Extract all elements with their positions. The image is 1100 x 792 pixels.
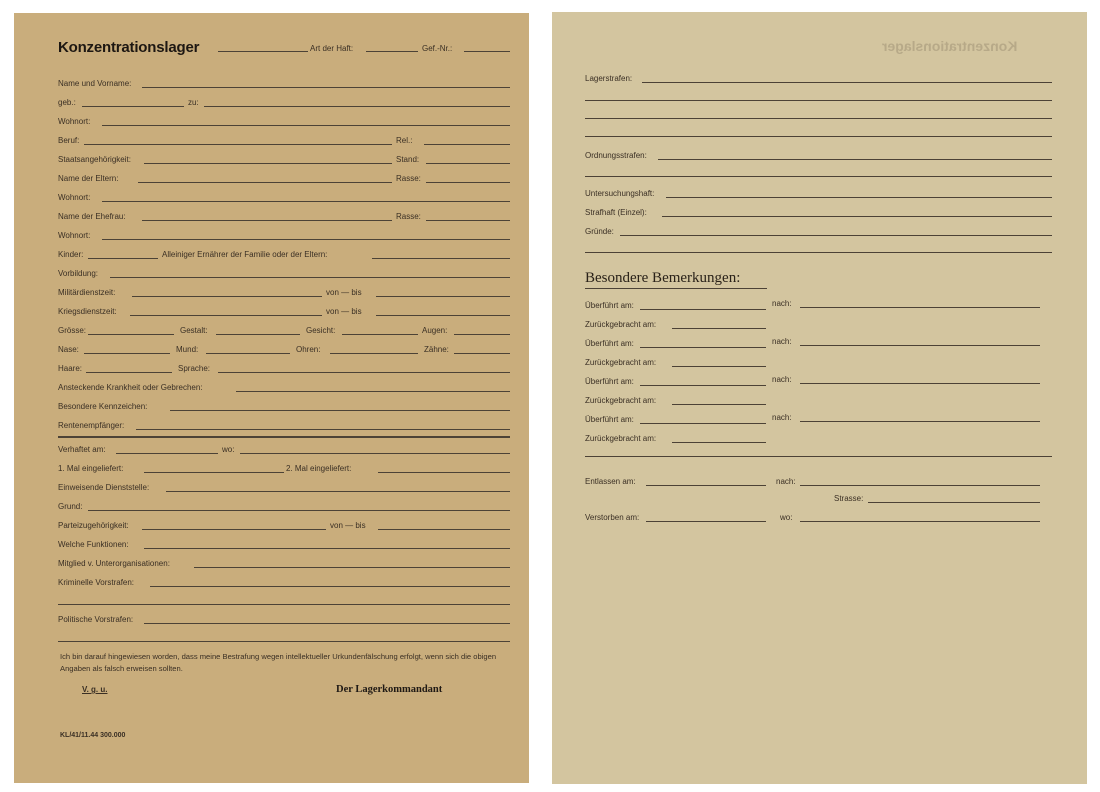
verhaftet-line[interactable]	[116, 453, 218, 454]
kriminelle-line-2[interactable]	[58, 604, 510, 605]
ordnungsstrafen-line-1[interactable]	[658, 159, 1052, 160]
label-name-ehefrau: Name der Ehefrau:	[58, 212, 126, 221]
label-verstorben: Verstorben am:	[585, 513, 640, 522]
label-partei: Parteizugehörigkeit:	[58, 521, 129, 530]
show-through-title: Konzentrationslager	[882, 38, 1018, 54]
label-politische: Politische Vorstrafen:	[58, 615, 134, 624]
label-sprache: Sprache:	[178, 364, 211, 373]
label-kinder: Kinder:	[58, 250, 84, 259]
renten-line[interactable]	[136, 429, 510, 430]
label-stand: Stand:	[396, 155, 420, 164]
mal-2-line[interactable]	[378, 472, 510, 473]
label-kriminelle: Kriminelle Vorstrafen:	[58, 578, 135, 587]
stand-line[interactable]	[426, 163, 510, 164]
label-ueberfuehrt-4: Überführt am:	[585, 415, 634, 424]
wohnort-3-line[interactable]	[102, 239, 510, 240]
nach-1-line[interactable]	[800, 307, 1040, 308]
nase-line[interactable]	[84, 353, 170, 354]
beruf-line[interactable]	[84, 144, 392, 145]
lagerstrafen-line-2[interactable]	[585, 100, 1052, 101]
besondere-bemerkungen-heading: Besondere Bemerkungen:	[585, 270, 741, 286]
ueberfuehrt-2-line[interactable]	[640, 347, 766, 348]
label-art-der-haft: Art der Haft:	[310, 44, 354, 53]
gruende-line-1[interactable]	[620, 235, 1052, 236]
wo-line[interactable]	[240, 453, 510, 454]
von-bis-1-line[interactable]	[376, 296, 510, 297]
kennzeichen-line[interactable]	[170, 410, 510, 411]
label-gesicht: Gesicht:	[306, 326, 336, 335]
label-von-bis-3: von — bis	[330, 521, 366, 530]
label-zurueck-2: Zurückgebracht am:	[585, 358, 657, 367]
label-nach-4: nach:	[772, 413, 792, 422]
strasse-line[interactable]	[868, 502, 1040, 503]
label-mal-2: 2. Mal eingeliefert:	[286, 464, 352, 473]
label-rasse-2: Rasse:	[396, 212, 421, 221]
section-divider-left	[58, 436, 510, 438]
von-bis-2-line[interactable]	[376, 315, 510, 316]
label-lagerstrafen: Lagerstrafen:	[585, 74, 633, 83]
untersuchungshaft-line[interactable]	[666, 197, 1052, 198]
politische-line-2[interactable]	[58, 641, 510, 642]
label-rasse-1: Rasse:	[396, 174, 421, 183]
label-name: Name und Vorname:	[58, 79, 132, 88]
label-von-bis-1: von — bis	[326, 288, 362, 297]
heading-underline	[585, 288, 767, 289]
kriminelle-line[interactable]	[150, 586, 510, 587]
label-nach-1: nach:	[772, 299, 792, 308]
zurueck-3-line[interactable]	[672, 404, 766, 405]
strafhaft-line[interactable]	[662, 216, 1052, 217]
staatsangehoerigkeit-line[interactable]	[144, 163, 392, 164]
name-ehefrau-line[interactable]	[142, 220, 392, 221]
label-zurueck-1: Zurückgebracht am:	[585, 320, 657, 329]
form-back-sheet	[552, 12, 1087, 784]
label-ernaehrer: Alleiniger Ernährer der Familie oder der Eltern:	[162, 250, 328, 259]
title-line	[218, 51, 308, 52]
wo-verstorben-line[interactable]	[800, 521, 1040, 522]
label-wohnort-2: Wohnort:	[58, 193, 91, 202]
partei-line[interactable]	[142, 529, 326, 530]
label-rel: Rel.:	[396, 136, 413, 145]
label-nach-3: nach:	[772, 375, 792, 384]
sprache-line[interactable]	[218, 372, 510, 373]
mitglied-line[interactable]	[194, 567, 510, 568]
label-ueberfuehrt-3: Überführt am:	[585, 377, 634, 386]
label-strafhaft: Strafhaft (Einzel):	[585, 208, 647, 217]
section-divider-right	[585, 456, 1052, 457]
label-vorbildung: Vorbildung:	[58, 269, 99, 278]
geb-line[interactable]	[82, 106, 184, 107]
declaration-text: Ich bin darauf hingewiesen worden, dass meine Bestrafung wegen intellektueller Urkundenfälschung erfolgt, wenn sich die obigen Angaben als falsch erweisen sollten.	[60, 652, 497, 673]
politische-line[interactable]	[144, 623, 510, 624]
ordnungsstrafen-line-2[interactable]	[585, 176, 1052, 177]
zurueck-1-line[interactable]	[672, 328, 766, 329]
lagerstrafen-line-3[interactable]	[585, 118, 1052, 119]
einweisende-line[interactable]	[166, 491, 510, 492]
label-nase: Nase:	[58, 345, 79, 354]
label-zurueck-3: Zurückgebracht am:	[585, 396, 657, 405]
gesicht-line[interactable]	[342, 334, 418, 335]
label-kennzeichen: Besondere Kennzeichen:	[58, 402, 148, 411]
wohnort-2-line[interactable]	[102, 201, 510, 202]
mund-line[interactable]	[206, 353, 290, 354]
label-wohnort-1: Wohnort:	[58, 117, 91, 126]
label-mitglied: Mitglied v. Unterorganisationen:	[58, 559, 170, 568]
lagerkommandant-label: Der Lagerkommandant	[336, 684, 443, 695]
label-einweisende: Einweisende Dienststelle:	[58, 483, 150, 492]
name-line[interactable]	[142, 87, 510, 88]
wohnort-1-line[interactable]	[102, 125, 510, 126]
label-ordnungsstrafen: Ordnungsstrafen:	[585, 151, 647, 160]
label-wohnort-3: Wohnort:	[58, 231, 91, 240]
label-ohren: Ohren:	[296, 345, 321, 354]
funktionen-line[interactable]	[144, 548, 510, 549]
gef-nr-line[interactable]	[464, 51, 510, 52]
label-nach-entlassen: nach:	[776, 477, 796, 486]
label-nach-2: nach:	[772, 337, 792, 346]
zurueck-4-line[interactable]	[672, 442, 766, 443]
groesse-line[interactable]	[88, 334, 174, 335]
ueberfuehrt-1-line[interactable]	[640, 309, 766, 310]
ueberfuehrt-3-line[interactable]	[640, 385, 766, 386]
label-wo: wo:	[222, 445, 235, 454]
lagerstrafen-line-4[interactable]	[585, 136, 1052, 137]
name-eltern-line[interactable]	[138, 182, 392, 183]
entlassen-line[interactable]	[646, 485, 766, 486]
zurueck-2-line[interactable]	[672, 366, 766, 367]
label-augen: Augen:	[422, 326, 448, 335]
art-der-haft-line[interactable]	[366, 51, 418, 52]
gruende-line-2[interactable]	[585, 252, 1052, 253]
label-zurueck-4: Zurückgebracht am:	[585, 434, 657, 443]
grund-line[interactable]	[88, 510, 510, 511]
label-verhaftet: Verhaftet am:	[58, 445, 106, 454]
nach-2-line[interactable]	[800, 345, 1040, 346]
nach-entlassen-line[interactable]	[800, 485, 1040, 486]
ansteckende-line[interactable]	[236, 391, 510, 392]
gestalt-line[interactable]	[216, 334, 300, 335]
vorbildung-line[interactable]	[110, 277, 510, 278]
label-groesse: Grösse:	[58, 326, 87, 335]
ueberfuehrt-4-line[interactable]	[640, 423, 766, 424]
rasse-2-line[interactable]	[426, 220, 510, 221]
von-bis-3-line[interactable]	[378, 529, 510, 530]
label-gef-nr: Gef.-Nr.:	[422, 44, 453, 53]
krieg-line[interactable]	[130, 315, 322, 316]
haare-line[interactable]	[86, 372, 172, 373]
mal-1-line[interactable]	[144, 472, 284, 473]
lagerstrafen-line-1[interactable]	[642, 82, 1052, 83]
ernaehrer-line[interactable]	[372, 258, 510, 259]
form-front-sheet	[14, 13, 529, 783]
label-entlassen: Entlassen am:	[585, 477, 636, 486]
label-krieg: Kriegsdienstzeit:	[58, 307, 117, 316]
label-renten: Rentenempfänger:	[58, 421, 125, 430]
zaehne-line[interactable]	[454, 353, 510, 354]
label-haare: Haare:	[58, 364, 83, 373]
label-ansteckende: Ansteckende Krankheit oder Gebrechen:	[58, 383, 203, 392]
label-staatsangehoerigkeit: Staatsangehörigkeit:	[58, 155, 131, 164]
footer-code: KL/41/11.44 300.000	[60, 732, 126, 739]
vgu-label: V. g. u.	[82, 685, 108, 694]
militaer-line[interactable]	[132, 296, 322, 297]
zu-line[interactable]	[204, 106, 510, 107]
label-name-eltern: Name der Eltern:	[58, 174, 119, 183]
label-zu: zu:	[188, 98, 199, 107]
label-beruf: Beruf:	[58, 136, 80, 145]
label-mal-1: 1. Mal eingeliefert:	[58, 464, 124, 473]
label-ueberfuehrt-1: Überführt am:	[585, 301, 634, 310]
label-ueberfuehrt-2: Überführt am:	[585, 339, 634, 348]
label-militaer: Militärdienstzeit:	[58, 288, 116, 297]
verstorben-line[interactable]	[646, 521, 766, 522]
rasse-1-line[interactable]	[426, 182, 510, 183]
label-mund: Mund:	[176, 345, 199, 354]
ohren-line[interactable]	[330, 353, 418, 354]
label-funktionen: Welche Funktionen:	[58, 540, 129, 549]
nach-4-line[interactable]	[800, 421, 1040, 422]
kinder-line[interactable]	[88, 258, 158, 259]
label-strasse: Strasse:	[834, 494, 864, 503]
label-zaehne: Zähne:	[424, 345, 449, 354]
label-gestalt: Gestalt:	[180, 326, 208, 335]
label-wo-verstorben: wo:	[780, 513, 793, 522]
label-geb: geb.:	[58, 98, 76, 107]
label-von-bis-2: von — bis	[326, 307, 362, 316]
form-title: Konzentrationslager	[58, 39, 200, 56]
nach-3-line[interactable]	[800, 383, 1040, 384]
label-grund: Grund:	[58, 502, 83, 511]
augen-line[interactable]	[454, 334, 510, 335]
label-gruende: Gründe:	[585, 227, 614, 236]
rel-line[interactable]	[424, 144, 510, 145]
label-untersuchungshaft: Untersuchungshaft:	[585, 189, 655, 198]
